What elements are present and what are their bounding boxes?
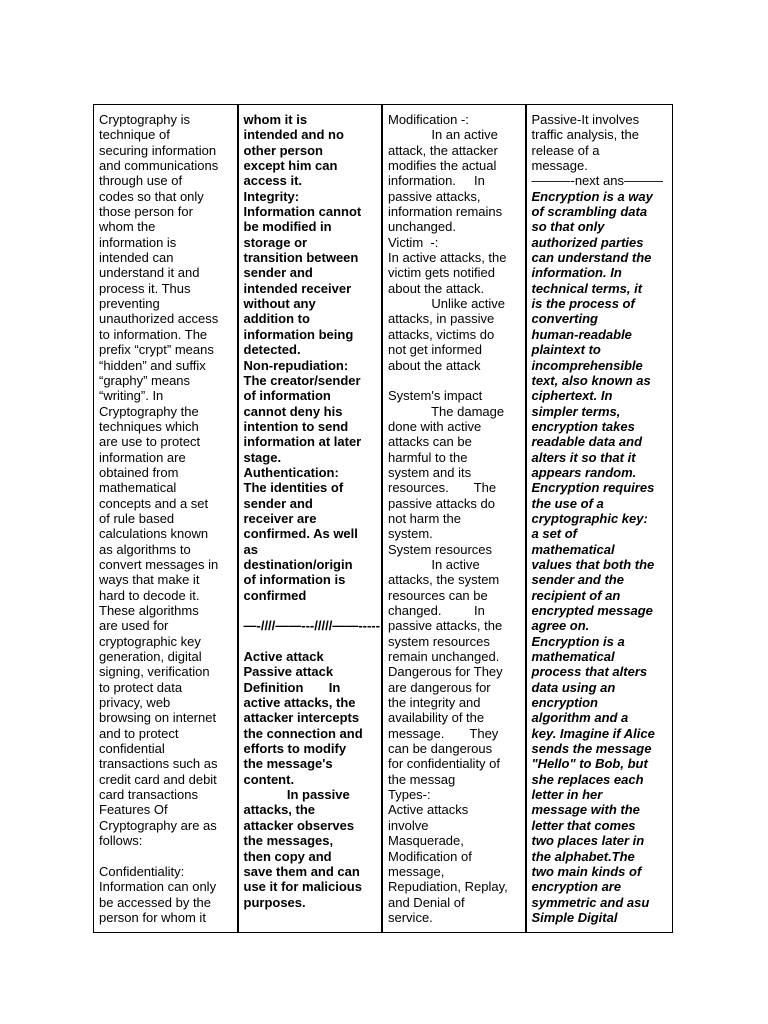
text-line: readable data and [531,434,643,450]
text-line: Encryption is a way [531,188,653,204]
text-line: system resources [388,633,490,649]
text-line: transactions such as [99,756,218,772]
text-line: Modification of [388,848,472,864]
text-line: intended receiver [243,280,352,296]
text-line: passive attacks, [388,188,481,204]
text-line: symmetric and asu [531,894,650,910]
text-line: be accessed by the [99,894,212,910]
text-line: plaintext to [531,342,601,358]
text-line: of rule based [99,510,175,526]
text-line: and to protect [99,725,179,741]
text-line: Information can only [99,879,217,895]
text-line: the integrity and [388,695,481,711]
text-line: those person for [99,204,193,220]
text-line: “hidden” and suffix [99,357,206,373]
text-line: unchanged. [388,219,456,235]
text-line: alters it so that it [531,449,636,465]
text-line: victim gets notified [388,265,495,281]
text-line: recipient of an [531,587,621,603]
column-cryptography-intro [94,105,237,932]
text-line: information are [99,449,186,465]
text-line: concepts and a set [99,495,209,511]
text-line: process it. Thus [99,280,191,296]
text-line: In an active [388,127,498,143]
text-line: cryptographic key [99,633,201,649]
text-line: system. [388,526,433,542]
text-line: as [243,541,258,557]
text-line: the messages, [243,833,334,849]
text-line: the messag [388,771,456,787]
text-line: she replaces each [531,771,644,787]
text-line: intention to send [243,418,349,434]
text-line: Passive-It involves [531,112,640,127]
text-line [388,373,520,388]
text-line: Simple Digital [531,909,618,925]
text-line: mathematical [531,649,615,665]
text-line: obtained from [99,464,179,480]
text-line: of information [243,388,331,404]
text-line: resources can be [388,587,488,603]
text-line: information being [243,326,354,342]
text-line: Victim -: [388,234,439,250]
text-line [99,849,232,864]
text-line: mathematical [531,541,615,557]
text-line: information. In [531,265,622,281]
column-attack-comparison [381,105,525,932]
text-line: Passive attack [243,664,334,680]
text-line: purposes. [243,894,306,910]
text-line: not harm the [388,510,461,526]
text-line: confidential [99,741,165,757]
text-line: person for whom it [99,909,206,925]
text-line: availability of the [388,710,485,726]
text-line: remain unchanged. [388,649,500,665]
text-line: is the process of [531,296,635,312]
text-line: key. Imagine if Alice [531,725,655,741]
text-line: “writing”. In [99,388,164,404]
text-line: incomprehensible [531,357,643,373]
text-line: process that alters [531,664,648,680]
text-line: agree on. [531,618,590,634]
text-line: passive attacks do [388,495,495,511]
text-line: about the attack. [388,280,485,296]
text-line: the message's [243,756,333,772]
text-line: can be dangerous [388,741,493,757]
text-line: securing information [99,142,217,158]
text-line: and communications [99,158,219,174]
text-line: Confidentiality: [99,863,185,879]
text-line: so that only [531,219,605,235]
text-line: "Hello" to Bob, but [531,756,648,772]
text-line: privacy, web [99,695,171,711]
text-line: attacker observes [243,817,355,833]
text-line: cryptographic key: [531,510,648,526]
text-line: signing, verification [99,664,210,680]
text-line: of information is [243,572,346,588]
text-line: resources. The [388,480,497,496]
text-line: Information cannot [243,204,362,220]
text-line: The identities of [243,480,344,496]
text-line: without any [243,296,316,312]
text-line: release of a [531,142,600,158]
text-line: message, [388,863,445,879]
text-line: through use of [99,173,183,189]
text-line: The damage [388,403,505,419]
text-line: attacks, victims do [388,326,495,342]
text-line: attacks, the [243,802,316,818]
text-line: can understand the [531,250,652,266]
text-line: Repudiation, Replay, [388,879,508,895]
text-line: intended can [99,250,174,266]
text-line: to information. The [99,326,208,342]
text-line: passive attacks, the [388,618,503,634]
text-line: destination/origin [243,556,353,572]
column-features-and-attacks [237,105,382,932]
text-line: information is [99,234,177,250]
text-line: —-////——---/////——----- [243,618,380,634]
text-line: encryption are [531,879,622,895]
text-line: stage. [243,449,282,465]
text-line: System resources [388,541,493,557]
text-line: hard to decode it. [99,587,200,603]
text-line: information at later [243,434,362,450]
text-line: Authentication: [243,464,339,480]
text-line: Definition In [243,679,341,695]
text-line: attack, the attacker [388,142,498,158]
text-line: credit card and debit [99,771,217,787]
text-line: System's impact [388,388,483,404]
text-line [244,603,377,618]
text-line: prefix “crypt” means [99,342,214,358]
text-line: as algorithms to [99,541,191,557]
text-line: appears random. [531,464,637,480]
text-line: Types-: [388,787,431,803]
text-line: Encryption requires [531,480,655,496]
text-line: attacks, the system [388,572,500,588]
text-line: algorithm and a [531,710,629,726]
text-line: be modified in [243,219,332,235]
text-line: values that both the [531,556,655,572]
text-line: simpler terms, [531,403,621,419]
document-table [93,104,673,933]
text-line: harmful to the [388,449,468,465]
text-line: service. [388,909,433,925]
text-line: whom it is [243,112,308,127]
text-line: encrypted message [531,603,653,618]
text-line: calculations known [99,526,209,542]
text-line: attacks can be [388,434,472,450]
text-line: In active [388,556,480,572]
text-line: efforts to modify [243,741,347,757]
text-line: “graphy” means [99,372,191,388]
text-line: Cryptography is [99,112,191,127]
text-line: follows: [99,833,143,849]
text-line: active attacks, the [243,695,356,711]
text-line: Features Of [99,802,168,818]
text-line: ciphertext. In [531,388,613,404]
text-line: mathematical [99,480,177,496]
text-line: information remains [388,204,503,220]
text-line: Active attack [243,649,324,665]
text-line: card transactions [99,787,198,803]
text-line: other person [243,142,323,158]
text-line: intended and no [243,127,344,143]
text-line: are use to protect [99,434,201,450]
text-line: message. [531,158,588,174]
text-line: modifies the actual [388,158,497,174]
text-line: transition between [243,250,359,266]
text-line: These algorithms [99,603,199,618]
text-line [244,634,377,649]
text-line: technique of [99,127,170,143]
text-line: Modification -: [388,112,469,127]
text-line: convert messages in [99,556,219,572]
text-line: letter in her [531,787,603,803]
text-line: information. In [388,173,485,189]
text-line: traffic analysis, the [531,127,639,143]
text-line: sender and [243,265,313,281]
text-line: the alphabet.The [531,848,635,864]
text-line: addition to [243,311,310,327]
text-line: two places later in [531,833,645,849]
text-line: The creator/sender [243,372,361,388]
text-line: storage or [243,234,308,250]
text-line: unauthorized access [99,311,219,327]
text-line: In active attacks, the [388,250,507,266]
text-line: letter that comes [531,817,636,833]
text-line: are dangerous for [388,679,491,695]
text-line: for confidentiality of [388,756,501,772]
text-line: sender and the [531,572,624,588]
text-line: generation, digital [99,649,202,665]
text-line: done with active [388,418,482,434]
text-line: Dangerous for They [388,664,503,680]
text-line: of scrambling data [531,204,648,220]
text-line: use it for malicious [243,879,362,895]
text-line: Non-repudiation: [243,357,349,373]
text-line: system and its [388,464,472,480]
text-line: data using an [531,679,616,695]
text-line: message with the [531,802,640,818]
text-line: sends the message [531,741,652,757]
text-line: involve [388,817,429,833]
text-line: sender and [243,495,313,511]
text-line: about the attack [388,357,481,373]
text-line: two main kinds of [531,863,642,879]
text-line: are used for [99,618,169,634]
column-passive-and-encryption [525,105,672,932]
text-line: preventing [99,296,160,312]
text-line: Integrity: [243,188,300,204]
text-line: Cryptography are as [99,817,217,833]
text-line: detected. [243,342,301,358]
text-line: changed. In [388,603,485,618]
text-line: to protect data [99,679,183,695]
text-line: confirmed [243,587,307,603]
text-line: save them and can [243,863,360,879]
text-line: access it. [243,173,303,189]
text-line: Active attacks [388,802,469,818]
text-line: except him can [243,158,338,174]
text-line: whom the [99,219,156,235]
text-line: and Denial of [388,894,465,910]
text-line: converting [531,311,598,327]
text-line: receiver are [243,510,317,526]
text-line: cannot deny his [243,403,343,419]
text-line: ways that make it [99,572,200,588]
text-line: the use of a [531,495,604,511]
text-line: understand it and [99,265,200,281]
text-line: attacker intercepts [243,710,360,726]
text-line: codes so that only [99,188,204,204]
text-line: confirmed. As well [243,526,358,542]
text-line: ———-next ans——— [531,173,663,189]
text-line: attacks, in passive [388,311,495,327]
text-line: human-readable [531,326,632,342]
text-line: encryption takes [531,418,635,434]
text-line: technical terms, it [531,280,643,296]
text-line: a set of [531,526,578,542]
text-line: Unlike active [388,296,506,312]
text-line: text, also known as [531,372,651,388]
text-line: content. [243,771,295,787]
text-line: Cryptography the [99,403,199,419]
text-line: then copy and [243,848,332,864]
text-line: the connection and [243,725,363,741]
text-line: In passive [243,787,350,803]
text-line: authorized parties [531,234,644,250]
text-line: Masquerade, [388,833,464,849]
text-line: encryption [531,695,598,711]
text-line: techniques which [99,418,199,434]
text-line: not get informed [388,342,482,358]
text-line: Encryption is a [531,633,625,649]
text-line: message. They [388,725,499,741]
text-line: browsing on internet [99,710,217,726]
